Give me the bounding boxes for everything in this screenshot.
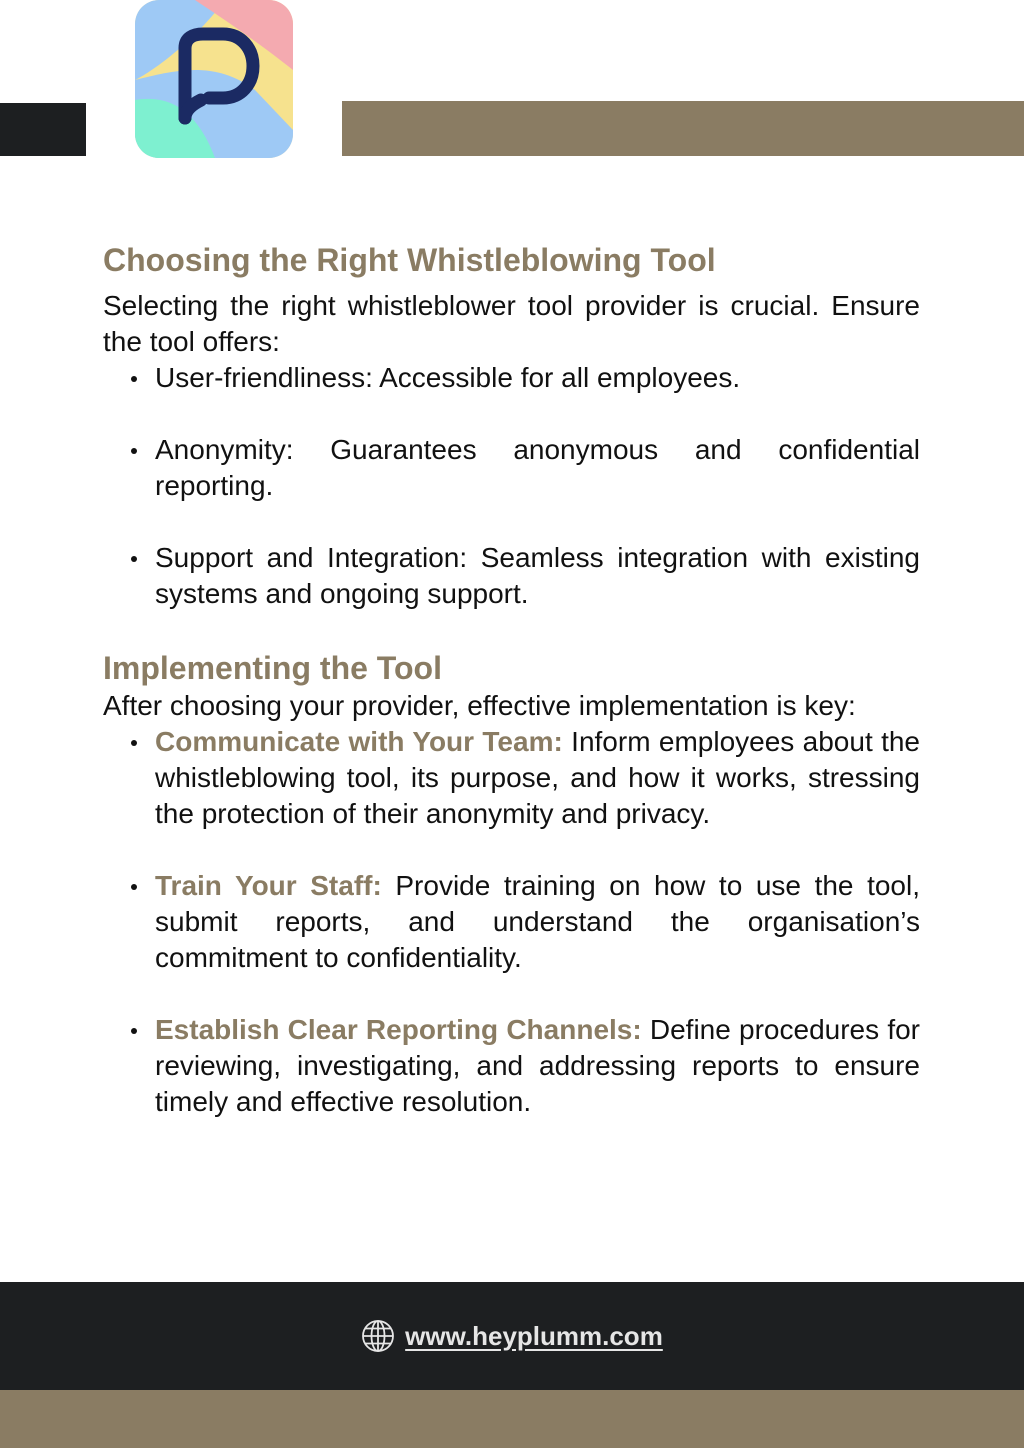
list-implementing: [103, 724, 920, 1120]
item-key: Train Your Staff:: [155, 870, 382, 901]
header-bar-right: [342, 101, 1024, 156]
item-text: Support and Integration: Seamless integration with existing systems and ongoing support.: [155, 542, 920, 609]
item-key: Communicate with Your Team:: [155, 726, 563, 757]
list-item: [155, 540, 920, 612]
item-text: Provide training on how to use the tool, submit reports, and understand the organisation’s commitment to confidentiality.: [155, 870, 920, 973]
list-choosing: [103, 360, 920, 612]
list-item: [155, 1012, 920, 1120]
list-item: [155, 432, 920, 504]
item-key: Establish Clear Reporting Channels:: [155, 1014, 642, 1045]
list-item: [155, 868, 920, 976]
section-lead-implementing: After choosing your provider, effective implementation is key:: [103, 690, 856, 721]
item-text: Anonymity: Guarantees anonymous and confidential reporting.: [155, 434, 920, 501]
item-text: Define procedures for reviewing, investigating, and addressing reports to ensure timely and effective resolution.: [155, 1014, 920, 1117]
section-title-choosing: Choosing the Right Whistleblowing Tool: [103, 242, 716, 278]
footer-link-row: [0, 1282, 1024, 1390]
item-text: Inform employees about the whistleblowing tool, its purpose, and how it works, stressing the protection of their anonymity and privacy.: [155, 726, 921, 829]
globe-icon: [361, 1319, 395, 1353]
footer: [0, 1282, 1024, 1390]
item-text: User-friendliness: Accessible for all employees.: [155, 362, 741, 393]
main-content: [103, 240, 920, 1120]
list-item: [155, 724, 920, 832]
website-link[interactable]: www.heyplumm.com: [405, 1320, 663, 1351]
header-bar-left: [0, 103, 86, 156]
plumm-logo-icon: [135, 0, 293, 158]
section-title-implementing: Implementing the Tool: [103, 650, 442, 686]
footer-bottom-bar: [0, 1390, 1024, 1448]
section-lead-choosing: Selecting the right whistleblower tool provider is crucial. Ensure the tool offers:: [103, 290, 920, 357]
list-item: [155, 360, 920, 396]
